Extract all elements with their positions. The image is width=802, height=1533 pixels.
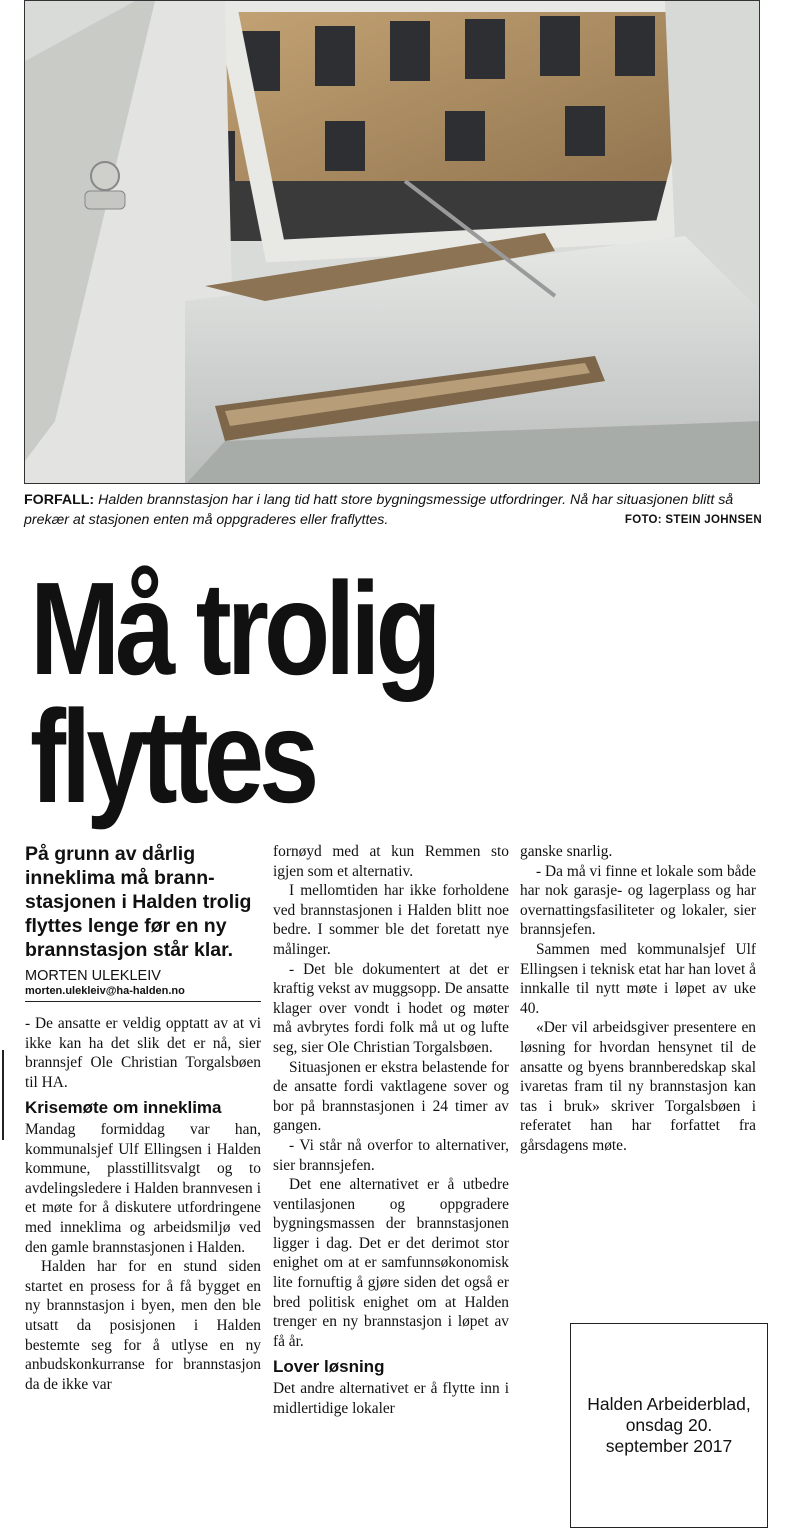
headline-line-1: Må trolig xyxy=(30,555,437,702)
paragraph: «Der vil arbeidsgiver presentere en løsning for hvordan hensynet til de ansatte og byens brannberedskap skal ivaretas fram til ny brannstasjon kan tas i bruk» skriver Torgalsbøen i referatet han har forfattet fra gårsdagens møte. xyxy=(520,1019,756,1154)
subheading: Krisemøte om inneklima xyxy=(25,1098,222,1118)
paragraph: - Da må vi finne et lokale som både har nok garasje- og lagerplass og har overnattingsfasiliteter og lokaler, sier brannsjefen. xyxy=(520,862,756,939)
paragraph: Det andre alternativet er å flytte inn i midlertidige lokaler xyxy=(273,1380,509,1417)
article-column-2 xyxy=(273,842,509,1418)
subheading: Lover løsning xyxy=(273,1357,385,1377)
paragraph: ganske snarlig. xyxy=(520,843,613,860)
paragraph: Halden har for en stund siden startet en prosess for å få bygget en ny brannstasjon i byen, men den ble utsatt da posisjonen i Halden bestemte seg for å utlyse en ny anbudskonkurranse for brannstasjon da de ikke var xyxy=(25,1258,261,1393)
paragraph: Det ene alternativet er å utbedre ventilasjonen og oppgradere bygningsmassen der brannstasjonen ligger i dag. Det er det derimot stor enighet om at er samfunnsøkonomisk lite fornuftig å gjøre siden det også er bred politisk enighet om at Halden trenger en ny brannstasjon i løpet av få år. xyxy=(273,1176,509,1350)
paragraph: - Det ble dokumentert at det er kraftig vekst av muggsopp. De ansatte klager over vondt i hodet og møter må avbrytes fordi folk må ut og lufte seg, sier Ole Christian Torgalsbøen. xyxy=(273,960,509,1056)
article-column-3 xyxy=(520,842,756,1156)
headline-line-2: flyttes xyxy=(30,683,315,830)
source-line-2: onsdag 20. xyxy=(625,1415,713,1435)
paragraph: Sammen med kommunalsjef Ulf Ellingsen i teknisk etat har han lovet å innkalle til nytt møte i løpet av uke 40. xyxy=(520,940,756,1017)
article-column-1 xyxy=(25,842,261,1394)
paragraph: fornøyd med at kun Remmen sto igjen som et alternativ. xyxy=(273,843,509,880)
caption-text: Halden brannstasjon har i lang tid hatt store bygningsmessige utfordringer. Nå har situasjonen blitt så prekær at stasjonen enten må oppgraderes eller fraflyttes. xyxy=(24,492,734,528)
source-line-3: september 2017 xyxy=(605,1436,733,1456)
lead-paragraph: På grunn av dårlig inneklima må brannstasjonen i Halden trolig flyttes lenge før en ny brannstasjon står klar. xyxy=(25,843,252,961)
article-photo xyxy=(24,0,760,484)
caption-label: FORFALL: xyxy=(24,492,95,508)
byline-name: MORTEN ULEKLEIV xyxy=(25,968,161,984)
paragraph: Mandag formiddag var han, kommunalsjef Ulf Ellingsen i Halden kommune, plasstillitsvalgt og to avdelingsledere i Halden brannvesen i et møte for å diskutere utfordringene med inneklima og arbeidsmiljø ved den gamle brannstasjonen i Halden. xyxy=(25,1120,261,1256)
paragraph: I mellomtiden har ikke forholdene ved brannstasjonen i Halden blitt noe bedre. I sommer ble det foretatt nye målinger. xyxy=(273,882,509,958)
source-line-1: Halden Arbeiderblad, xyxy=(587,1394,751,1414)
margin-rule xyxy=(2,1050,4,1140)
headline xyxy=(30,555,637,830)
paragraph: Situasjonen er ekstra belastende for de ansatte fordi vaktlagene sover og bor på brannstasjonen i 24 timer av gangen. xyxy=(273,1058,509,1135)
source-box xyxy=(570,1323,768,1528)
paragraph: - De ansatte er veldig opptatt av at vi ikke kan ha det slik det er nå, sier brannsjef Ole Christian Torgalsbøen til HA. xyxy=(25,1015,261,1091)
window-photo-illustration xyxy=(25,1,760,484)
photo-credit: FOTO: STEIN JOHNSEN xyxy=(624,514,762,526)
byline-email: morten.ulekleiv@ha-halden.no xyxy=(25,984,261,1002)
paragraph: - Vi står nå overfor to alternativer, sier brannsjefen. xyxy=(273,1136,509,1174)
